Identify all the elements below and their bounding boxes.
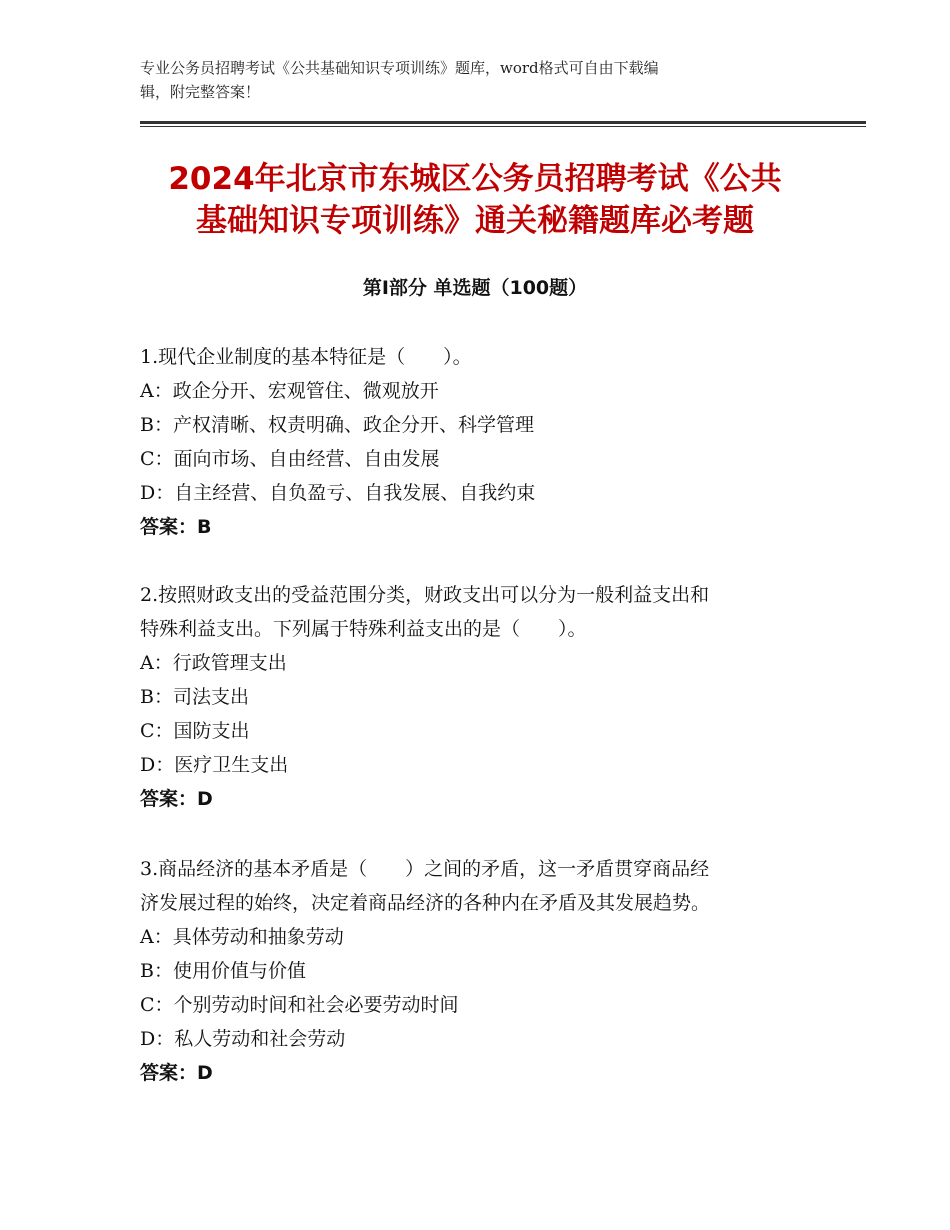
question-3 xyxy=(140,852,820,1090)
option-b: B：使用价值与价值 xyxy=(140,960,306,982)
question-stem: 3.商品经济的基本矛盾是（ ）之间的矛盾，这一矛盾贯穿商品经 xyxy=(140,858,710,880)
option-a: A：行政管理支出 xyxy=(140,652,287,674)
option-a: A：具体劳动和抽象劳动 xyxy=(140,926,344,948)
title-line: 基础知识专项训练》通关秘籍题库必考题 xyxy=(196,203,754,239)
section-title: 第Ⅰ部分 单选题（100题） xyxy=(362,277,588,299)
question-2 xyxy=(140,578,820,816)
option-c: C：个别劳动时间和社会必要劳动时间 xyxy=(140,994,459,1016)
header-divider-thin xyxy=(140,126,866,127)
header-note-line: 专业公务员招聘考试《公共基础知识专项训练》题库，word格式可自由下载编 xyxy=(140,59,659,77)
answer: 答案：D xyxy=(140,788,213,810)
option-d: D：自主经营、自负盈亏、自我发展、自我约束 xyxy=(140,482,536,504)
option-c: C：国防支出 xyxy=(140,720,250,742)
header-note-line: 辑，附完整答案！ xyxy=(140,83,261,101)
option-b: B：产权清晰、权责明确、政企分开、科学管理 xyxy=(140,414,534,436)
question-stem: 1.现代企业制度的基本特征是（ ）。 xyxy=(140,346,472,368)
option-a: A：政企分开、宏观管住、微观放开 xyxy=(140,380,439,402)
answer: 答案：D xyxy=(140,1062,213,1084)
question-1 xyxy=(140,340,820,544)
option-d: D：私人劳动和社会劳动 xyxy=(140,1028,346,1050)
option-c: C：面向市场、自由经营、自由发展 xyxy=(140,448,440,470)
header-note xyxy=(140,56,800,104)
answer: 答案：B xyxy=(140,516,212,538)
question-stem: 2.按照财政支出的受益范围分类，财政支出可以分为一般利益支出和 xyxy=(140,584,710,606)
document-title xyxy=(100,158,850,242)
question-stem-continued: 济发展过程的始终，决定着商品经济的各种内在矛盾及其发展趋势。 xyxy=(140,892,711,914)
option-d: D：医疗卫生支出 xyxy=(140,754,289,776)
option-b: B：司法支出 xyxy=(140,686,249,708)
title-line: 2024年北京市东城区公务员招聘考试《公共 xyxy=(168,161,782,197)
header-divider-thick xyxy=(140,121,866,124)
question-stem-continued: 特殊利益支出。下列属于特殊利益支出的是（ ）。 xyxy=(140,618,587,640)
